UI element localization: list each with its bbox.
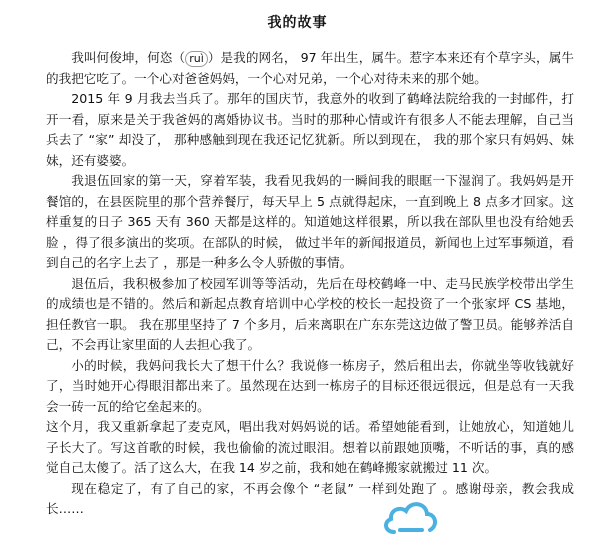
paragraph-army: 2015 年 9 月我去当兵了。那年的国庆节，我意外的收到了鹤峰法院给我的一封邮件，打开一看，原来是关于我爸妈的离婚协议书。当时的那种心情或许有很多人不能去理解，自己当兵去了 “家” 却没了， 那种感触到现在我还记忆犹新。所以到现在， 我的那个家只有妈妈、妹妹，还有婆婆。 — [46, 91, 574, 168]
paragraph-closing: 现在稳定了，有了自己的家，不再会像个 “老鼠” 一样到处跑了 。感谢母亲，教会我成长…… — [46, 480, 574, 516]
paragraph-childhood-dream: 小的时候，我妈问我长大了想干什么？我说修一栋房子，然后租出去，你就坐等收钱就好了，当时她开心得眼泪都出来了。虽然现在达到一栋房子的目标还很远很远，但是总有一天我会一砖一瓦的给它垒起来的。 — [46, 357, 574, 414]
paragraph-return-home: 我退伍回家的第一天，穿着军装，我看见我妈的一瞬间我的眼眶一下湿润了。我妈妈是开餐馆的，在县医院里的那个营养餐厅，每天早上 5 点就得起床，一直到晚上 8 点多才回家。这样重复的日子 365 天有 360 天都是这样的。知道她这样很累，所以我在部队里也没有给她丢脸 ，得了很多演出的奖项。在部队的时候， 做过半年的新闻报道员，新闻也上过军事频道，看到自己的名字上去了 ，那是一种多么令人骄傲的事情。 — [46, 173, 574, 270]
paragraph-song: 这个月，我又重新拿起了麦克风，唱出我对妈妈说的话。希望她能看到，让她放心，知道她儿子长大了。写这首歌的时候，我也偷偷的流过眼泪。想着以前跟她顶嘴，不听话的事，真的感觉自己太傻了。活了这么大，在我 14 岁之前，我和她在鹤峰搬家就搬过 11 次。 — [46, 419, 574, 475]
cloud-logo-icon — [380, 496, 440, 542]
paragraph-intro-text-b: ）是我的网名， 97 年出生，属牛。惹字本来还有个草字头，属牛的我把它吃了。一个心对爸爸妈妈，一个心对兄弟，一个心对待未来的那个她。 — [46, 50, 574, 86]
document-title: 我的故事 — [267, 15, 328, 31]
paragraph-after-discharge: 退伍后，我积极参加了校园军训等等活动，先后在母校鹤峰一中、走马民族学校带出学生的成绩也是不错的。然后和新起点教育培训中心学校的校长一起投资了一个张家坪 CS 基地，担任教官一职。 我在那里坚持了 7 个多月，后来离职在广东东莞这边做了警卫员。能够养活自己，不会再让家里面的人去担心我了。 — [46, 275, 574, 352]
paragraph-intro-text-a: 我叫何俊坤，何恣（ — [71, 50, 186, 65]
paragraph-intro — [46, 48, 574, 89]
pinyin-annotation: ruì — [185, 51, 208, 67]
document-body — [46, 48, 574, 520]
